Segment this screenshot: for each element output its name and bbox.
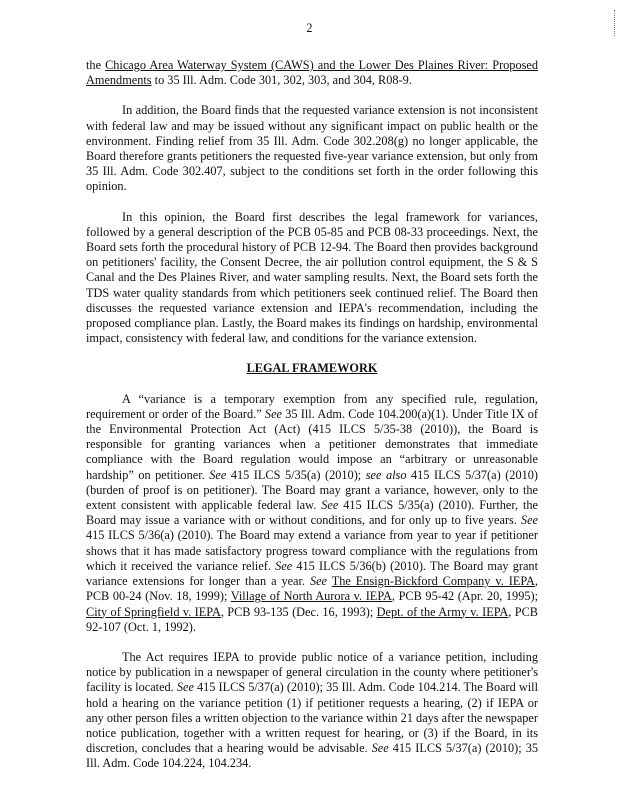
- page-number: 2: [306, 21, 313, 35]
- edge-mark: [614, 10, 616, 36]
- case-citation: City of Springfield v. IEPA: [86, 604, 221, 619]
- paragraph-public-notice: The Act requires IEPA to provide public notice of a variance petition, including notice by publication in a newspaper of general circulation in the county where petitioner's facility is located. See 415 ILCS 5/37(a) (2010); 35 Ill. Adm. Code 104.214. The Board will hold a hearing on the variance petition (1) if petitioner requests a hearing, (2) if IEPA or any other person files a written objection to the variance within 21 days after the newspaper notice publication, together with a written request for hearing, or (3) if the Board, in its discretion, concludes that a hearing would be advisable. See 415 ILCS 5/37(a) (2010); 35 Ill. Adm. Code 104.224, 104.234.: [86, 649, 539, 771]
- paragraph-legal-framework: A “variance is a temporary exemption from any specified rule, regulation, requirement or order of the Board.” See 35 Ill. Adm. Code 104.200(a)(1). Under Title IX of the Environmental Protection Act (Act) (415 ILCS 5/35-38 (2010)), the Board is responsible for granting variances when a petitioner demonstrates that immediate compliance with the Board regulation would impose an “arbitrary or unreasonable hardship” on petitioner. See 415 ILCS 5/35(a) (2010); see also 415 ILCS 5/37(a) (2010) (burden of proof is on petitioner). The Board may grant a variance, however, only to the extent consistent with applicable federal law. See 415 ILCS 5/35(a) (2010). Further, the Board may issue a variance with or without conditions, and for only up to five years. See 415 ILCS 5/36(a) (2010). The Board may extend a variance from year to year if petitioner shows that it has made satisfactory progress toward compliance with the regulations from which it received the variance relief. See 415 ILCS 5/36(b) (2010). The Board may grant variance extensions for longer than a year. See The Ensign-Bickford Company v. IEPA, PCB 00-24 (Nov. 18, 1999); Village of North Aurora v. IEPA, PCB 95-42 (Apr. 20, 1995); City of Springfield v. IEPA, PCB 93-135 (Dec. 16, 1993); Dept. of the Army v. IEPA, PCB 92-107 (Oct. 1, 1992).: [86, 391, 539, 634]
- proceeding-title: Chicago Area Waterway System (CAWS) and the Lower Des Plaines River: Proposed Amendments: [86, 58, 538, 88]
- section-heading: LEGAL FRAMEWORK: [246, 361, 378, 376]
- document-body: [86, 58, 538, 772]
- paragraph-overview: In this opinion, the Board first describes the legal framework for variances, followed by a general description of the PCB 05-85 and PCB 08-33 proceedings. Next, the Board sets forth the procedural history of PCB 12-94. The Board then provides background on petitioners' facility, the Consent Decree, the air pollution control equipment, the S & S Canal and the Des Plaines River, and water sampling results. Next, the Board sets forth the TDS water quality standards from which petitioners seek continued relief. The Board then discusses the requested variance extension and IEPA's recommendation, including the proposed compliance plan. Lastly, the Board makes its findings on hardship, environmental impact, consistency with federal law, and conditions for the variance extension.: [86, 209, 538, 346]
- case-citation: Village of North Aurora v. IEPA: [230, 589, 392, 604]
- paragraph-continuation: the Chicago Area Waterway System (CAWS) and the Lower Des Plaines River: Proposed Amendments to 35 Ill. Adm. Code 301, 302, 303, and 304, R08-9.: [86, 58, 538, 88]
- case-citation: The Ensign-Bickford Company v. IEPA: [331, 574, 535, 589]
- case-citation: Dept. of the Army v. IEPA: [376, 604, 509, 619]
- paragraph-findings: In addition, the Board finds that the requested variance extension is not inconsistent with federal law and may be issued without any significant impact on public health or the environment. Finding relief from 35 Ill. Adm. Code 302.208(g) no longer applicable, the Board therefore grants petitioners the requested five-year variance extension, but only from 35 Ill. Adm. Code 302.407, subject to the conditions set forth in the order following this opinion.: [86, 103, 538, 194]
